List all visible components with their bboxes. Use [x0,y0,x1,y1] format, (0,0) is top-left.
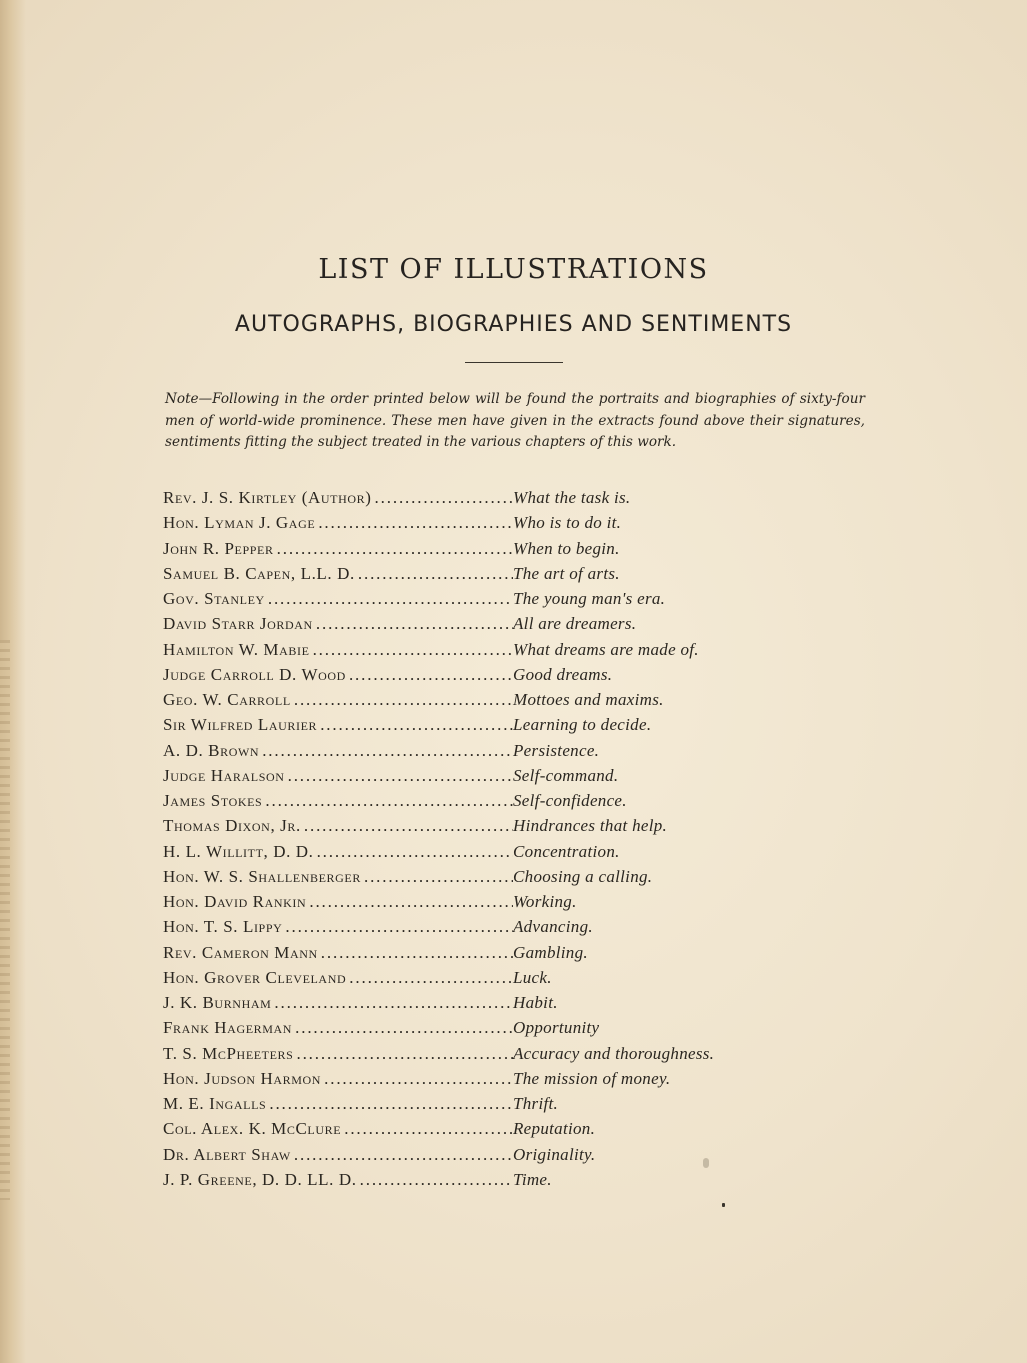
entry-subject: The mission of money. [513,1068,671,1088]
entry-name: Dr. Albert Shaw . . . [163,1142,513,1167]
entry-name: Hon. Grover Cleveland . . . [163,965,513,990]
entry-subject: Self-confidence. [513,791,627,810]
page-subtitle: AUTOGRAPHS, BIOGRAPHIES AND SENTIMENTS [234,312,793,337]
entry-name: H. L. Willitt, D. D. . . . [163,839,513,864]
entry-subject: Mottoes and maxims. [513,690,664,709]
entry-name: Sir Wilfred Laurier . . . [163,712,513,737]
entry-name: Frank Hagerman . . . [163,1015,513,1040]
list-item [163,1142,783,1167]
introductory-note: Note—Following in the order printed below will be found the portraits and biographies of sixty-four men of world-wide prominence. These men have given in the extracts found above their signatures, sentiments fitting the subject treated in the various chapters of this work. [165,391,865,450]
entry-name: J. K. Burnham . . . [163,990,513,1015]
entry-subject: Good dreams. [513,664,613,684]
entry-subject: Opportunity [513,1018,600,1038]
entry-subject: Self-command. [513,765,619,785]
list-item [163,1015,783,1040]
list-item [163,1066,783,1091]
entry-name: Col. Alex. K. McClure . . . [163,1116,513,1141]
ink-speck [722,1203,725,1207]
entry-subject: Persistence. [513,740,600,760]
entry-name: A. D. Brown . . . [163,738,513,763]
list-item [163,712,783,737]
list-item [163,485,783,510]
entry-name: Geo. W. Carroll . . . [163,687,513,712]
entry-subject: Learning to decide. [513,715,652,735]
list-item [163,1116,783,1141]
entry-name: Hon. Lyman J. Gage . . . [163,510,513,535]
illustrations-list [163,485,783,1192]
entry-name: Samuel B. Capen, L.L. D. . . . [163,561,513,586]
entry-name: David Starr Jordan . . . [163,611,513,636]
page-title: LIST OF ILLUSTRATIONS [318,254,709,285]
entry-subject: What the task is. [513,488,631,507]
entry-name: Judge Haralson . . . [163,763,513,788]
entry-name: Thomas Dixon, Jr. . . . [163,813,513,838]
entry-subject: Time. [513,1169,552,1189]
torn-paper-edge [0,640,10,1200]
entry-subject: The art of arts. [513,563,620,583]
list-item [163,940,783,965]
list-item [163,788,783,813]
entry-subject: Originality. [513,1144,596,1164]
entry-subject: The young man's era. [513,589,666,608]
entry-subject: Habit. [513,993,558,1012]
entry-subject: Who is to do it. [513,513,622,533]
list-item [163,813,783,838]
entry-subject: Thrift. [513,1094,559,1113]
entry-name: Hon. Judson Harmon . . . [163,1066,513,1091]
entry-subject: Working. [513,892,577,911]
list-item [163,586,783,611]
list-item [163,889,783,914]
list-item [163,965,783,990]
entry-name: John R. Pepper . . . [163,536,513,561]
entry-name: T. S. McPheeters . . . [163,1041,513,1066]
list-item [163,839,783,864]
list-item [163,561,783,586]
entry-subject: When to begin. [513,538,620,558]
entry-name: Rev. J. S. Kirtley (Author) . . . [163,485,513,510]
entry-name: Gov. Stanley . . . [163,586,513,611]
list-item [163,510,783,535]
list-item [163,611,783,636]
entry-subject: Gambling. [513,942,588,962]
list-item [163,738,783,763]
entry-subject: Choosing a calling. [513,866,653,886]
list-item [163,662,783,687]
list-item [163,864,783,889]
list-item [163,763,783,788]
list-item [163,687,783,712]
list-item [163,914,783,939]
entry-name: J. P. Greene, D. D. LL. D. . . . [163,1167,513,1192]
entry-subject: Advancing. [513,917,593,937]
entry-name: Hon. T. S. Lippy . . . [163,914,513,939]
entry-subject: All are dreamers. [513,614,637,634]
list-item [163,1091,783,1116]
title-rule-divider [465,362,563,363]
entry-name: Judge Carroll D. Wood . . . [163,662,513,687]
entry-subject: Concentration. [513,841,620,861]
list-item [163,1041,783,1066]
paper-stain [703,1158,709,1168]
list-item [163,536,783,561]
entry-name: Hon. W. S. Shallenberger . . . [163,864,513,889]
entry-subject: Accuracy and thoroughness. [513,1043,715,1063]
list-item [163,1167,783,1192]
entry-subject: Reputation. [513,1119,596,1139]
entry-name: James Stokes . . . [163,788,513,813]
list-item [163,637,783,662]
entry-name: M. E. Ingalls . . . [163,1091,513,1116]
list-item [163,990,783,1015]
entry-subject: Luck. [513,967,552,987]
entry-subject: What dreams are made of. [513,639,699,659]
entry-name: Hamilton W. Mabie . . . [163,637,513,662]
entry-subject: Hindrances that help. [513,816,668,836]
entry-name: Rev. Cameron Mann . . . [163,940,513,965]
entry-name: Hon. David Rankin . . . [163,889,513,914]
